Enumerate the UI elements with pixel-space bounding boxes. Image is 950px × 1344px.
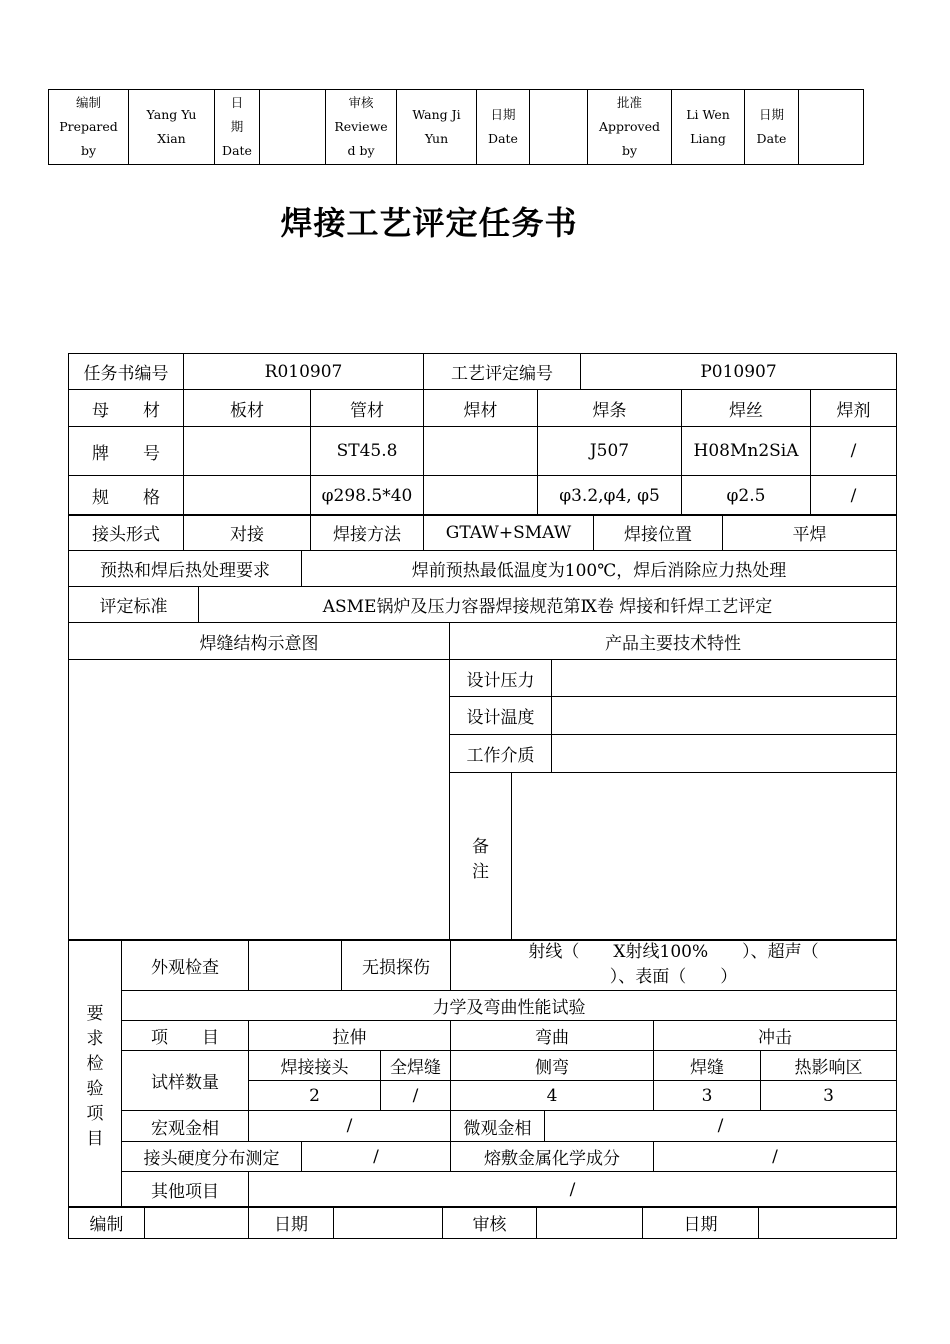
bend-label: 弯曲 [451, 1021, 654, 1051]
footer-sign-row [68, 1206, 897, 1239]
heat-treatment-label: 预热和焊后热处理要求 [69, 551, 302, 587]
date-label-3: 日期 Date [745, 90, 799, 165]
spec-plate [184, 476, 311, 516]
process-row [68, 514, 897, 551]
date-value-3[interactable] [799, 90, 864, 165]
date-value-1[interactable] [260, 90, 326, 165]
visual-check-value[interactable] [249, 940, 342, 991]
medium-value[interactable] [552, 735, 897, 773]
date-value-2[interactable] [530, 90, 588, 165]
footer-date-label: 日期 [249, 1207, 334, 1239]
weld-sketch-area [69, 660, 450, 941]
qty-side-bend: 4 [451, 1081, 654, 1111]
chem-label: 熔敷金属化学成分 [451, 1142, 654, 1172]
welding-method-value: GTAW+SMAW [424, 515, 594, 551]
joint-form-label: 接头形式 [69, 515, 184, 551]
qty-all-weld: / [381, 1081, 451, 1111]
other-items-label: 其他项目 [122, 1172, 249, 1208]
plate-label: 板材 [184, 390, 311, 427]
approved-by-label: 批准 Approved by [588, 90, 672, 165]
chem-value: / [654, 1142, 897, 1172]
medium-label: 工作介质 [450, 735, 552, 773]
base-metal-label: 母 材 [69, 390, 184, 427]
welded-joint-label: 焊接接头 [249, 1051, 381, 1081]
design-temp-label: 设计温度 [450, 697, 552, 735]
welding-position-label: 焊接位置 [594, 515, 723, 551]
materials-table [68, 389, 897, 516]
date-label-1: 日 期 Date [215, 90, 260, 165]
product-props-label: 产品主要技术特性 [450, 623, 897, 660]
signoff-table [48, 89, 864, 165]
visual-check-label: 外观检查 [122, 940, 249, 991]
design-pressure-value[interactable] [552, 660, 897, 697]
pqr-number-value: P010907 [581, 354, 897, 390]
grade-filler [424, 427, 538, 476]
all-weld-label: 全焊缝 [381, 1051, 451, 1081]
ndt-label: 无损探伤 [342, 940, 451, 991]
footer-date2-label: 日期 [643, 1207, 759, 1239]
other-items-value: / [249, 1172, 897, 1208]
qty-welded-joint: 2 [249, 1081, 381, 1111]
joint-form-value: 对接 [184, 515, 311, 551]
flux-label: 焊剂 [811, 390, 897, 427]
spec-electrode: φ3.2,φ4, φ5 [538, 476, 682, 516]
micro-value: / [545, 1111, 897, 1142]
spec-pipe: φ298.5*40 [311, 476, 424, 516]
footer-prepared-label: 编制 [69, 1207, 145, 1239]
grade-flux: / [811, 427, 897, 476]
macro-label: 宏观金相 [122, 1111, 249, 1142]
grade-plate [184, 427, 311, 476]
weld-sketch-label: 焊缝结构示意图 [69, 623, 450, 660]
impact-label: 冲击 [654, 1021, 897, 1051]
remarks-value[interactable] [512, 773, 897, 941]
reviewed-by-label: 审核 Reviewe d by [326, 90, 397, 165]
tensile-label: 拉伸 [249, 1021, 451, 1051]
spec-wire: φ2.5 [682, 476, 811, 516]
sample-qty-label: 试样数量 [122, 1051, 249, 1111]
grade-wire: H08Mn2SiA [682, 427, 811, 476]
prepared-by-value: Yang Yu Xian [129, 90, 215, 165]
task-number-value: R010907 [184, 354, 424, 390]
welding-position-value: 平焊 [723, 515, 897, 551]
footer-prepared-value[interactable] [145, 1207, 249, 1239]
heat-treatment-value: 焊前预热最低温度为100℃，焊后消除应力热处理 [302, 551, 897, 587]
footer-date2-value[interactable] [759, 1207, 897, 1239]
qty-haz: 3 [761, 1081, 897, 1111]
pipe-label: 管材 [311, 390, 424, 427]
grade-label: 牌 号 [69, 427, 184, 476]
document-title: 焊接工艺评定任务书 [280, 204, 578, 242]
footer-date-value[interactable] [334, 1207, 443, 1239]
tests-table [68, 939, 897, 1208]
design-table [68, 622, 897, 941]
welding-method-label: 焊接方法 [311, 515, 424, 551]
prepared-by-label: 编制 Prepared by [49, 90, 129, 165]
design-pressure-label: 设计压力 [450, 660, 552, 697]
macro-value: / [249, 1111, 451, 1142]
standard-value: ASME锅炉及压力容器焊接规范第Ⅸ卷 焊接和钎焊工艺评定 [199, 587, 897, 623]
ndt-value: 射线（ X射线100% ）、超声（ ）、表面（ ） [451, 940, 897, 991]
micro-label: 微观金相 [451, 1111, 545, 1142]
remarks-label: 备 注 [450, 773, 512, 941]
mech-tests-label: 力学及弯曲性能试验 [122, 991, 897, 1021]
spec-label: 规 格 [69, 476, 184, 516]
filler-label: 焊材 [424, 390, 538, 427]
spec-filler [424, 476, 538, 516]
spec-flux: / [811, 476, 897, 516]
grade-electrode: J507 [538, 427, 682, 476]
standard-label: 评定标准 [69, 587, 199, 623]
electrode-label: 焊条 [538, 390, 682, 427]
reviewed-by-value: Wang Ji Yun [397, 90, 477, 165]
date-label-2: 日期 Date [477, 90, 530, 165]
grade-pipe: ST45.8 [311, 427, 424, 476]
footer-review-label: 审核 [443, 1207, 537, 1239]
haz-label: 热影响区 [761, 1051, 897, 1081]
standard-row [68, 586, 897, 623]
heat-treatment-row [68, 550, 897, 587]
item-label: 项 目 [122, 1021, 249, 1051]
footer-review-value[interactable] [537, 1207, 643, 1239]
hardness-label: 接头硬度分布测定 [122, 1142, 302, 1172]
design-temp-value[interactable] [552, 697, 897, 735]
side-bend-label: 侧弯 [451, 1051, 654, 1081]
wire-label: 焊丝 [682, 390, 811, 427]
task-number-label: 任务书编号 [69, 354, 184, 390]
qty-weld-impact: 3 [654, 1081, 761, 1111]
tests-section-label: 要 求 检 验 项 目 [69, 940, 122, 1208]
approved-by-value: Li Wen Liang [672, 90, 745, 165]
task-number-row [68, 353, 897, 390]
hardness-value: / [302, 1142, 451, 1172]
weld-impact-label: 焊缝 [654, 1051, 761, 1081]
pqr-number-label: 工艺评定编号 [424, 354, 581, 390]
